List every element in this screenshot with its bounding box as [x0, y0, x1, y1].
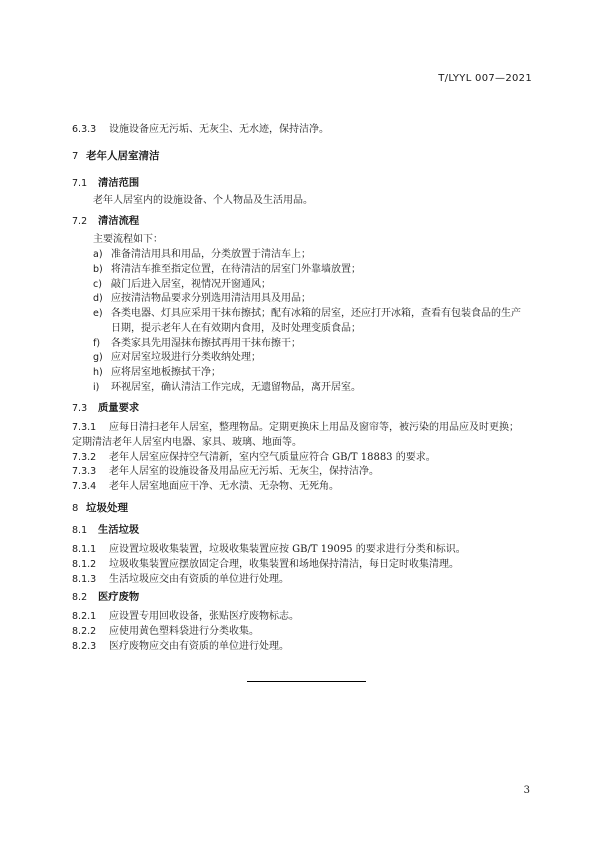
- clause-8-1-2: [72, 558, 459, 571]
- list-item: [93, 381, 361, 394]
- subsection-number: 8.2: [72, 592, 88, 603]
- list-intro: 主要流程如下：: [93, 234, 163, 245]
- section-8-heading: [72, 502, 128, 515]
- clause-number: 8.1.3: [72, 574, 97, 585]
- list-item: [93, 351, 261, 364]
- list-label: h): [93, 367, 103, 378]
- list-text: 准备清洁用具和用品，分类放置于清洁车上；: [111, 249, 311, 260]
- clause-8-1-1: [72, 543, 466, 556]
- clause-number: 8.1.1: [72, 544, 97, 555]
- list-text: 各类家具先用湿抹布擦拭再用干抹布擦干；: [111, 338, 301, 349]
- paragraph: 老年人居室内的设施设备、个人物品及生活用品。: [93, 195, 313, 206]
- page-number: 3: [523, 785, 530, 796]
- subsection-number: 7.2: [72, 216, 88, 227]
- list-item: [93, 263, 361, 276]
- list-label: i): [93, 382, 100, 393]
- list-text: 应按清洁物品要求分别选用清洁用具及用品；: [111, 293, 311, 304]
- clause-text-continuation: 定期清洁老年人居室内电器、家具、玻璃、地面等。: [72, 437, 302, 448]
- list-text: 应对居室垃圾进行分类收纳处理；: [111, 352, 261, 363]
- section-number: 8: [72, 503, 79, 514]
- clause-text: 医疗废物应交由有资质的单位进行处理。: [109, 641, 289, 652]
- list-item: [93, 337, 301, 350]
- clause-number: 7.3.1: [72, 422, 97, 433]
- clause-8-1-3: [72, 573, 289, 586]
- clause-number: 7.3.3: [72, 466, 97, 477]
- list-label: b): [93, 264, 103, 275]
- subsection-number: 7.1: [72, 178, 88, 189]
- clause-number: 8.2.3: [72, 641, 97, 652]
- clause-text: 老年人居室地面应干净、无水渍、无杂物、无死角。: [109, 481, 339, 492]
- list-item: [93, 278, 271, 291]
- clause-text: 应使用黄色塑料袋进行分类收集。: [109, 626, 259, 637]
- clause-number: 8.2.2: [72, 626, 97, 637]
- clause-number: 7.3.4: [72, 481, 97, 492]
- subsection-7-3-heading: [72, 402, 139, 415]
- subsection-number: 7.3: [72, 403, 88, 414]
- end-rule: [247, 681, 366, 682]
- subsection-title: 医疗废物: [98, 591, 140, 603]
- section-title: 老年人居室清洁: [86, 150, 160, 162]
- clause-number: 8.1.2: [72, 559, 97, 570]
- subsection-title: 清洁范围: [98, 177, 140, 189]
- clause-7-3-3: [72, 465, 379, 478]
- clause-text: 应设置专用回收设备，张贴医疗废物标志。: [109, 611, 299, 622]
- subsection-number: 8.1: [72, 525, 88, 536]
- list-item: [93, 307, 521, 320]
- clause-8-2-3: [72, 640, 289, 653]
- section-title: 垃圾处理: [86, 502, 128, 514]
- subsection-title: 清洁流程: [98, 215, 140, 227]
- list-label: f): [93, 338, 101, 349]
- list-item: [93, 366, 221, 379]
- clause-text: 应设置垃圾收集装置，垃圾收集装置应按 GB/T 19095 的要求进行分类和标识。: [109, 544, 466, 555]
- clause-7-3-2: [72, 451, 436, 464]
- list-label: d): [93, 293, 103, 304]
- list-label: e): [93, 308, 103, 319]
- list-label: a): [93, 249, 103, 260]
- list-text: 应将居室地板擦拭干净；: [111, 367, 221, 378]
- subsection-7-2-heading: [72, 215, 139, 228]
- list-text: 将清洁车推至指定位置，在待清洁的居室门外靠墙放置；: [111, 264, 361, 275]
- section-number: 7: [72, 151, 79, 162]
- subsection-8-1-heading: [72, 524, 139, 537]
- standard-code: T/LYYL 007—2021: [438, 73, 532, 84]
- clause-8-2-1: [72, 610, 299, 623]
- list-label: g): [93, 352, 103, 363]
- subsection-title: 质量要求: [98, 402, 140, 414]
- clause-number: 6.3.3: [72, 124, 97, 135]
- list-item: [93, 292, 311, 305]
- clause-8-2-2: [72, 625, 259, 638]
- clause-7-3-4: [72, 480, 339, 493]
- list-text: 各类电器、灯具应采用干抹布擦拭；配有冰箱的居室，还应打开冰箱，查看有包装食品的生产: [111, 308, 521, 319]
- subsection-7-1-heading: [72, 177, 139, 190]
- clause-text: 垃圾收集装置应摆放固定合理，收集装置和场地保持清洁，每日定时收集清理。: [109, 559, 459, 570]
- list-item: [93, 248, 311, 261]
- clause-7-3-1: [72, 421, 519, 434]
- list-text: 环视居室，确认清洁工作完成，无遗留物品，离开居室。: [111, 382, 361, 393]
- clause-text: 生活垃圾应交由有资质的单位进行处理。: [109, 574, 289, 585]
- clause-text: 设施设备应无污垢、无灰尘、无水迹，保持洁净。: [109, 124, 329, 135]
- list-text: 敲门后进入居室，视情况开窗通风；: [111, 279, 271, 290]
- clause-number: 8.2.1: [72, 611, 97, 622]
- clause-6-3-3: [72, 123, 329, 136]
- section-7-heading: [72, 150, 160, 163]
- subsection-title: 生活垃圾: [98, 524, 140, 536]
- clause-text: 老年人居室的设施设备及用品应无污垢、无灰尘，保持洁净。: [109, 466, 379, 477]
- clause-text: 应每日清扫老年人居室，整理物品。定期更换床上用品及窗帘等，被污染的用品应及时更换；: [109, 422, 519, 433]
- clause-text: 老年人居室应保持空气清新，室内空气质量应符合 GB/T 18883 的要求。: [109, 452, 436, 463]
- subsection-8-2-heading: [72, 591, 139, 604]
- clause-number: 7.3.2: [72, 452, 97, 463]
- list-text-continuation: 日期，提示老年人在有效期内食用，及时处理变质食品；: [111, 323, 361, 334]
- list-label: c): [93, 279, 102, 290]
